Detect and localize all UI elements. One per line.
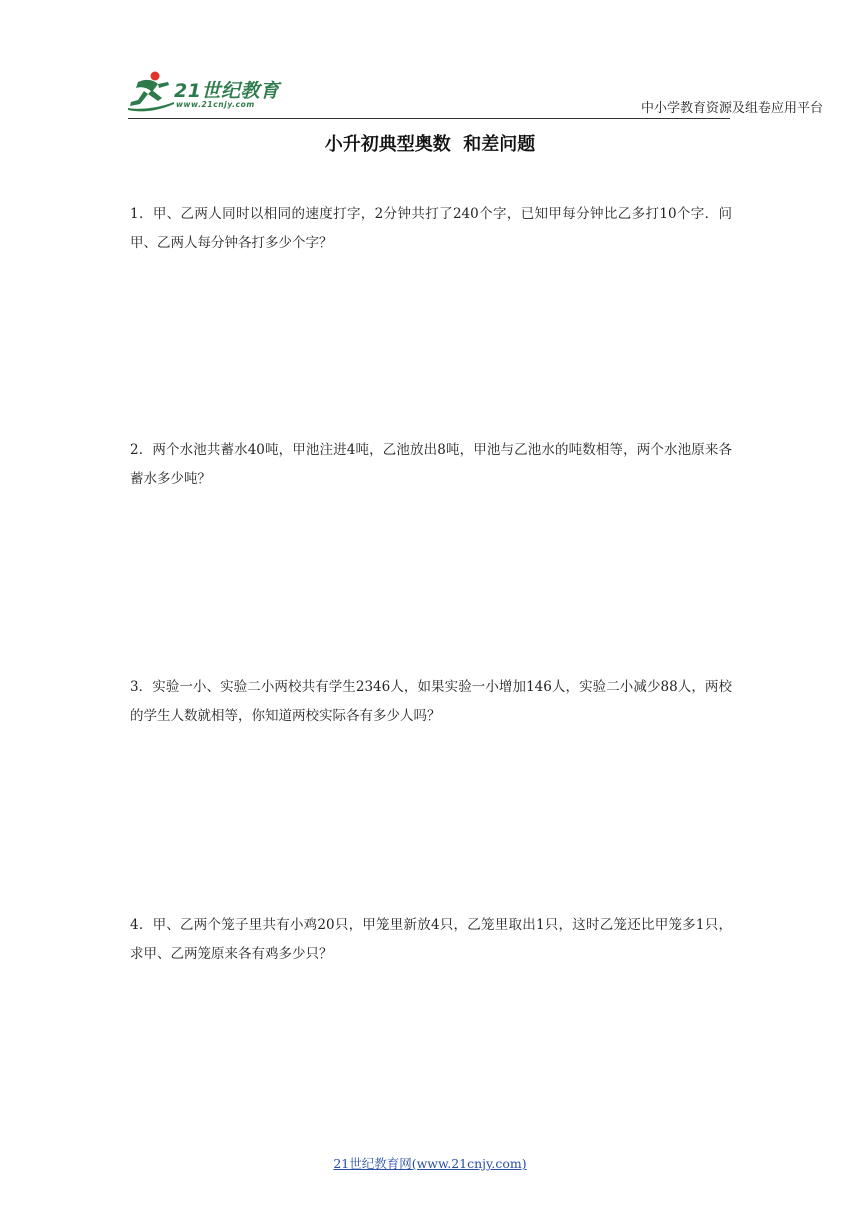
header-divider [128,118,730,119]
question-3: 3．实验一小、实验二小两校共有学生2346人，如果实验一小增加146人，实验二小减少88人，两校的学生人数就相等，你知道两校实际各有多少人吗？ [130,679,732,724]
footer-link[interactable]: 21世纪教育网(www.21cnjy.com) [333,1156,527,1171]
logo-text: 21世纪教育 [174,80,280,102]
question-2: 2．两个水池共蓄水40吨，甲池注进4吨，乙池放出8吨，甲池与乙池水的吨数相等，两个水池原来各蓄水多少吨？ [130,442,732,487]
question-1: 1．甲、乙两人同时以相同的速度打字，2分钟共打了240个字，已知甲每分钟比乙多打10个字．问甲、乙两人每分钟各打多少个字？ [130,206,732,251]
header-tagline: 中小学教育资源及组卷应用平台 [640,101,823,116]
runner-icon [128,68,174,114]
page-title: 小升初典型奥数 和差问题 [324,134,536,155]
logo [128,66,308,116]
page-header [0,0,860,125]
logo-url: www.21cnjy.com [176,100,255,109]
question-4: 4．甲、乙两个笼子里共有小鸡20只，甲笼里新放4只，乙笼里取出1只，这时乙笼还比甲笼多1只，求甲、乙两笼原来各有鸡多少只？ [130,917,732,962]
